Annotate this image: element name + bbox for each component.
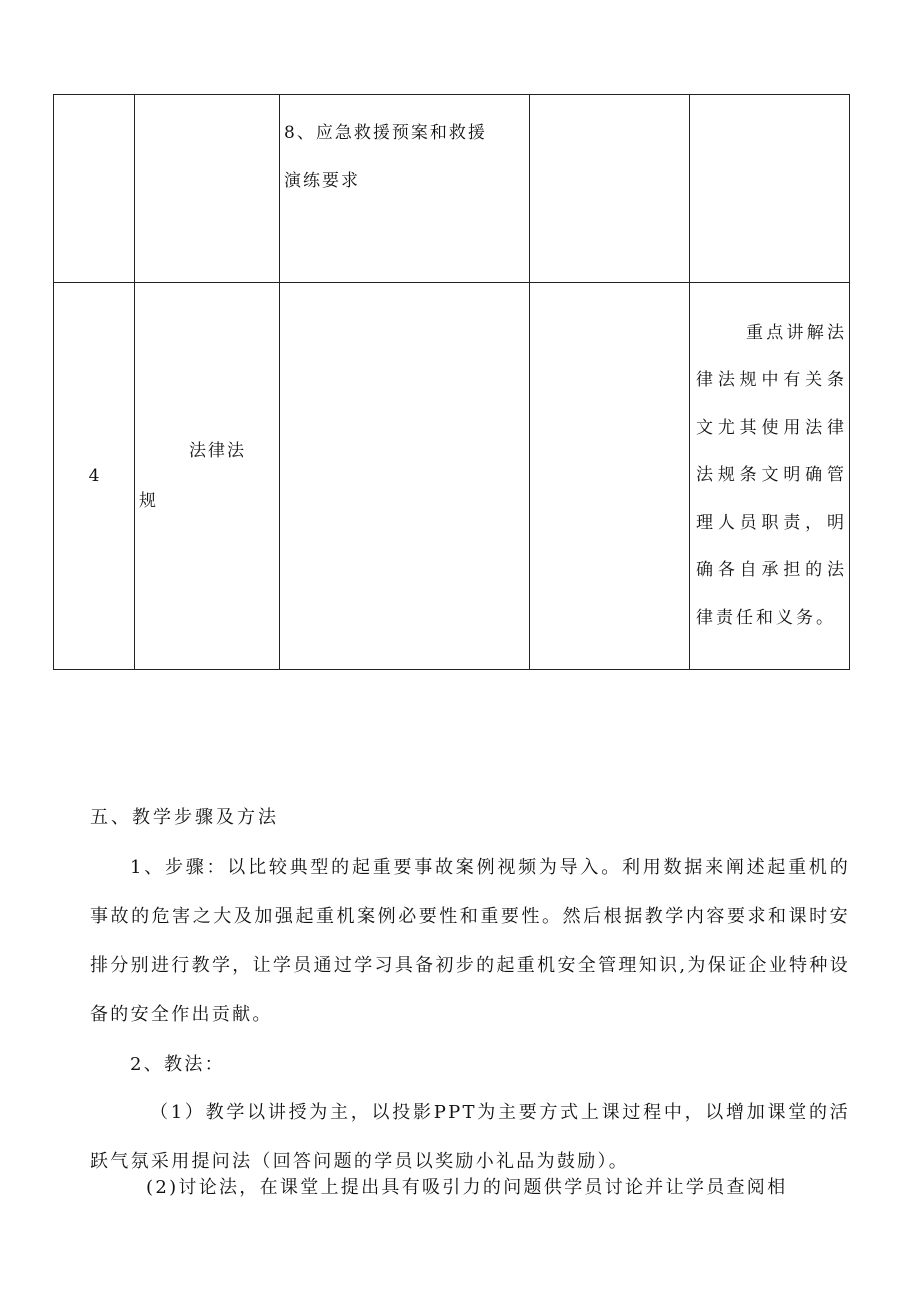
table-row xyxy=(54,95,850,283)
paragraph-method-discussion: (2)讨论法，在课堂上提出具有吸引力的问题供学员讨论并让学员查阅相 xyxy=(146,1177,788,1198)
topic-line: 演练要求 xyxy=(284,171,360,191)
course-name-cell xyxy=(135,95,280,283)
row-number-cell: 4 xyxy=(54,283,135,670)
paragraph-method-lecture: （1）教学以讲授为主，以投影PPT为主要方式上课过程中，以增加课堂的活跃气氛采用提问法（回答问题的学员以奖励小礼品为鼓励）。 xyxy=(90,1102,850,1172)
section-heading: 五、教学步骤及方法 xyxy=(90,807,279,828)
course-topic-cell xyxy=(280,283,530,670)
note-cell xyxy=(690,95,850,283)
course-topic-cell xyxy=(280,95,530,283)
topic-line: 8、应急救援预案和救援 xyxy=(284,123,487,143)
empty-cell xyxy=(530,283,690,670)
note-cell: 重点讲解法律法规中有关条文尤其使用法律法规条文明确管理人员职责，明确各自承担的法律责任和义务。 xyxy=(690,283,850,670)
empty-cell xyxy=(530,95,690,283)
paragraph-steps: 1、步骤：以比较典型的起重要事故案例视频为导入。利用数据来阐述起重机的事故的危害之大及加强起重机案例必要性和重要性。然后根据教学内容要求和课时安排分别进行教学，让学员通过学习具备初步的起重机安全管理知识,为保证企业特种设备的安全作出贡献。 xyxy=(90,857,850,1025)
table-row xyxy=(54,283,850,670)
course-name-line: 法律法 xyxy=(189,441,246,461)
paragraph-methods-heading: 2、教法： xyxy=(130,1054,225,1075)
course-name-line: 规 xyxy=(139,491,158,511)
row-number-cell xyxy=(54,95,135,283)
course-content-table xyxy=(53,94,850,670)
course-name-cell xyxy=(135,283,280,670)
